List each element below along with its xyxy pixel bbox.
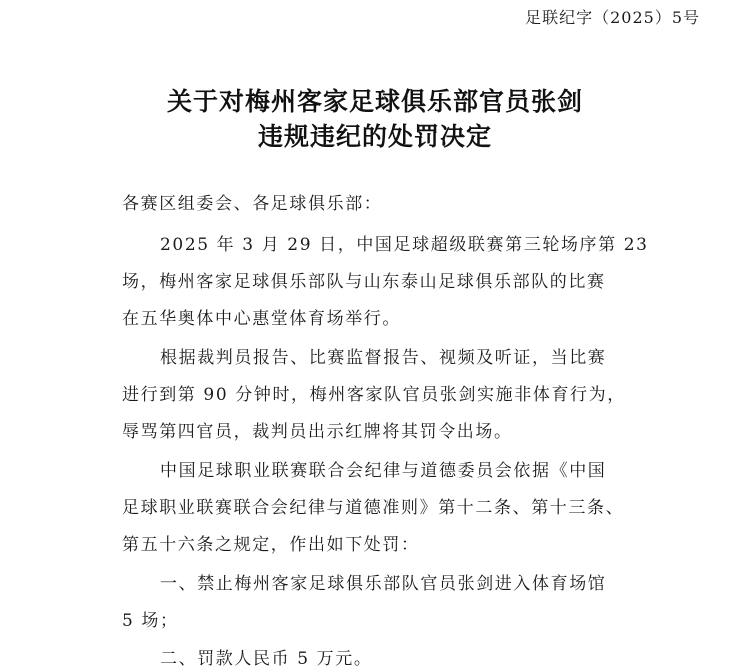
penalty-item-1-line-2: 5 场； [122,611,179,631]
paragraph-2-line-2: 进行到第 90 分钟时，梅州客家队官员张剑实施非体育行为， [122,385,626,405]
salutation: 各赛区组委会、各足球俱乐部： [122,194,383,214]
paragraph-1-line-1: 2025 年 3 月 29 日，中国足球超级联赛第三轮场序第 23 [160,235,649,255]
document-title-line-1: 关于对梅州客家足球俱乐部官员张剑 [166,87,583,116]
penalty-item-2: 二、罚款人民币 5 万元。 [160,649,373,669]
document-number: 足联纪字（2025）5号 [525,8,700,27]
penalty-item-1-line-1: 一、禁止梅州客家足球俱乐部队官员张剑进入体育场馆 [160,574,607,594]
paragraph-3-line-2: 足球职业联赛联合会纪律与道德准则》第十二条、第十三条、 [122,498,625,518]
paragraph-2-line-1: 根据裁判员报告、比赛监督报告、视频及听证，当比赛 [160,348,607,368]
paragraph-1-line-2: 场，梅州客家足球俱乐部队与山东泰山足球俱乐部队的比赛 [122,272,606,292]
document-title-line-2: 违规违纪的处罚决定 [257,122,492,151]
paragraph-3-line-1: 中国足球职业联赛联合会纪律与道德委员会依据《中国 [160,461,607,481]
paragraph-2-line-3: 辱骂第四官员，裁判员出示红牌将其罚令出场。 [122,422,513,442]
paragraph-1-line-3: 在五华奥体中心惠堂体育场举行。 [122,309,401,329]
paragraph-3-line-3: 第五十六条之规定，作出如下处罚： [122,535,420,555]
